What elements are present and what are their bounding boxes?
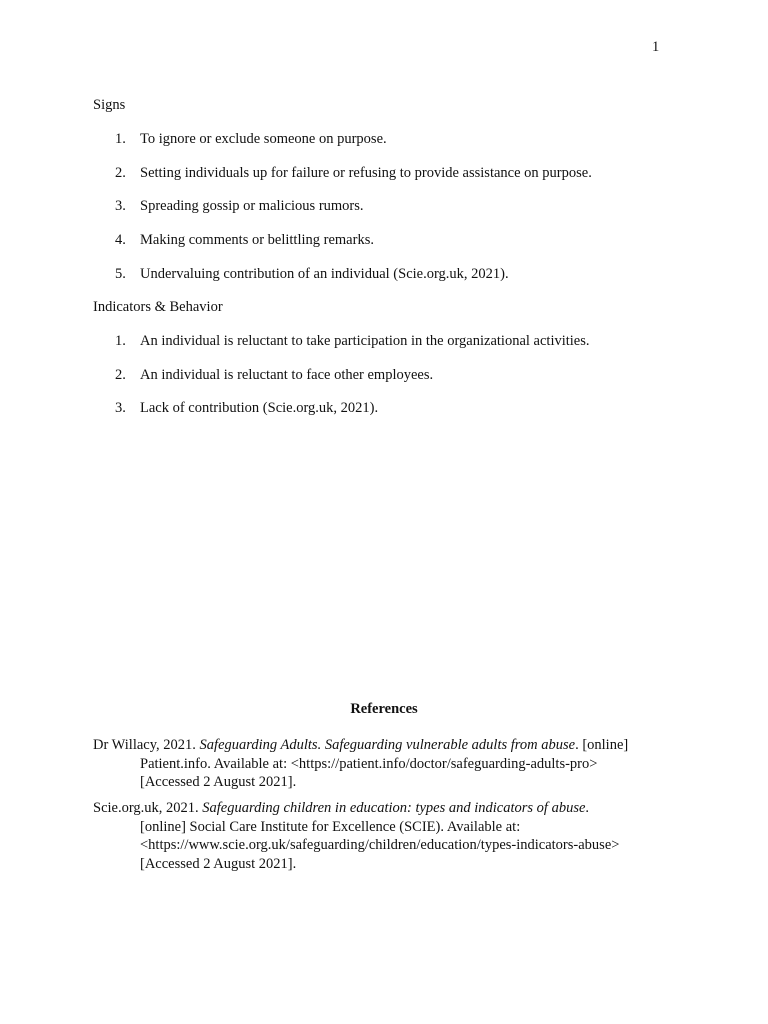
- reference-author-year: Scie.org.uk, 2021.: [93, 800, 203, 816]
- indicators-list-item: [115, 333, 590, 350]
- list-number: 2.: [115, 367, 126, 383]
- page-number: 1: [652, 39, 660, 55]
- reference-line-suffix: . [online]: [575, 737, 629, 753]
- reference-line: Patient.info. Available at: <https://patient.info/doctor/safeguarding-adults-pro>: [140, 755, 598, 772]
- signs-heading: Signs: [93, 97, 126, 113]
- list-item-text: To ignore or exclude someone on purpose.: [140, 131, 387, 147]
- reference-line: [Accessed 2 August 2021].: [140, 855, 297, 872]
- list-number: 5.: [115, 266, 126, 282]
- reference-author-year: Dr Willacy, 2021.: [93, 737, 200, 753]
- list-item-text: Making comments or belittling remarks.: [140, 232, 374, 248]
- list-number: 3.: [115, 198, 126, 214]
- reference-line-suffix: .: [585, 800, 590, 816]
- signs-list-item: [115, 165, 592, 182]
- reference-entry: [93, 736, 653, 792]
- reference-title: Safeguarding children in education: types and indicators of abuse: [202, 800, 586, 816]
- signs-list-item: [115, 131, 387, 148]
- references-title: References: [350, 701, 418, 717]
- list-number: 3.: [115, 400, 126, 416]
- reference-line: [93, 736, 653, 755]
- signs-list-item: [115, 198, 364, 215]
- list-item-text: An individual is reluctant to take participation in the organizational activities.: [140, 333, 590, 349]
- list-number: 4.: [115, 232, 126, 248]
- signs-list-item: [115, 232, 374, 249]
- list-number: 1.: [115, 131, 126, 147]
- list-item-text: Lack of contribution (Scie.org.uk, 2021).: [140, 400, 379, 416]
- reference-line: <https://www.scie.org.uk/safeguarding/children/education/types-indicators-abuse>: [140, 837, 620, 853]
- list-number: 1.: [115, 333, 126, 349]
- list-item-text: An individual is reluctant to face other employees.: [140, 367, 434, 383]
- indicators-list-item: [115, 400, 378, 417]
- list-item-text: Undervaluing contribution of an individual (Scie.org.uk, 2021).: [140, 266, 509, 282]
- reference-entry: [93, 799, 653, 873]
- list-number: 2.: [115, 165, 126, 181]
- reference-line: [93, 799, 653, 818]
- list-item-text: Setting individuals up for failure or refusing to provide assistance on purpose.: [140, 165, 592, 181]
- indicators-heading: Indicators & Behavior: [93, 299, 223, 315]
- list-item-text: Spreading gossip or malicious rumors.: [140, 198, 364, 214]
- reference-line: [online] Social Care Institute for Excellence (SCIE). Available at:: [140, 818, 521, 835]
- reference-line: [Accessed 2 August 2021].: [140, 774, 297, 790]
- indicators-list-item: [115, 367, 433, 384]
- reference-title: Safeguarding Adults. Safeguarding vulnerable adults from abuse: [199, 737, 576, 753]
- signs-list-item: [115, 266, 509, 283]
